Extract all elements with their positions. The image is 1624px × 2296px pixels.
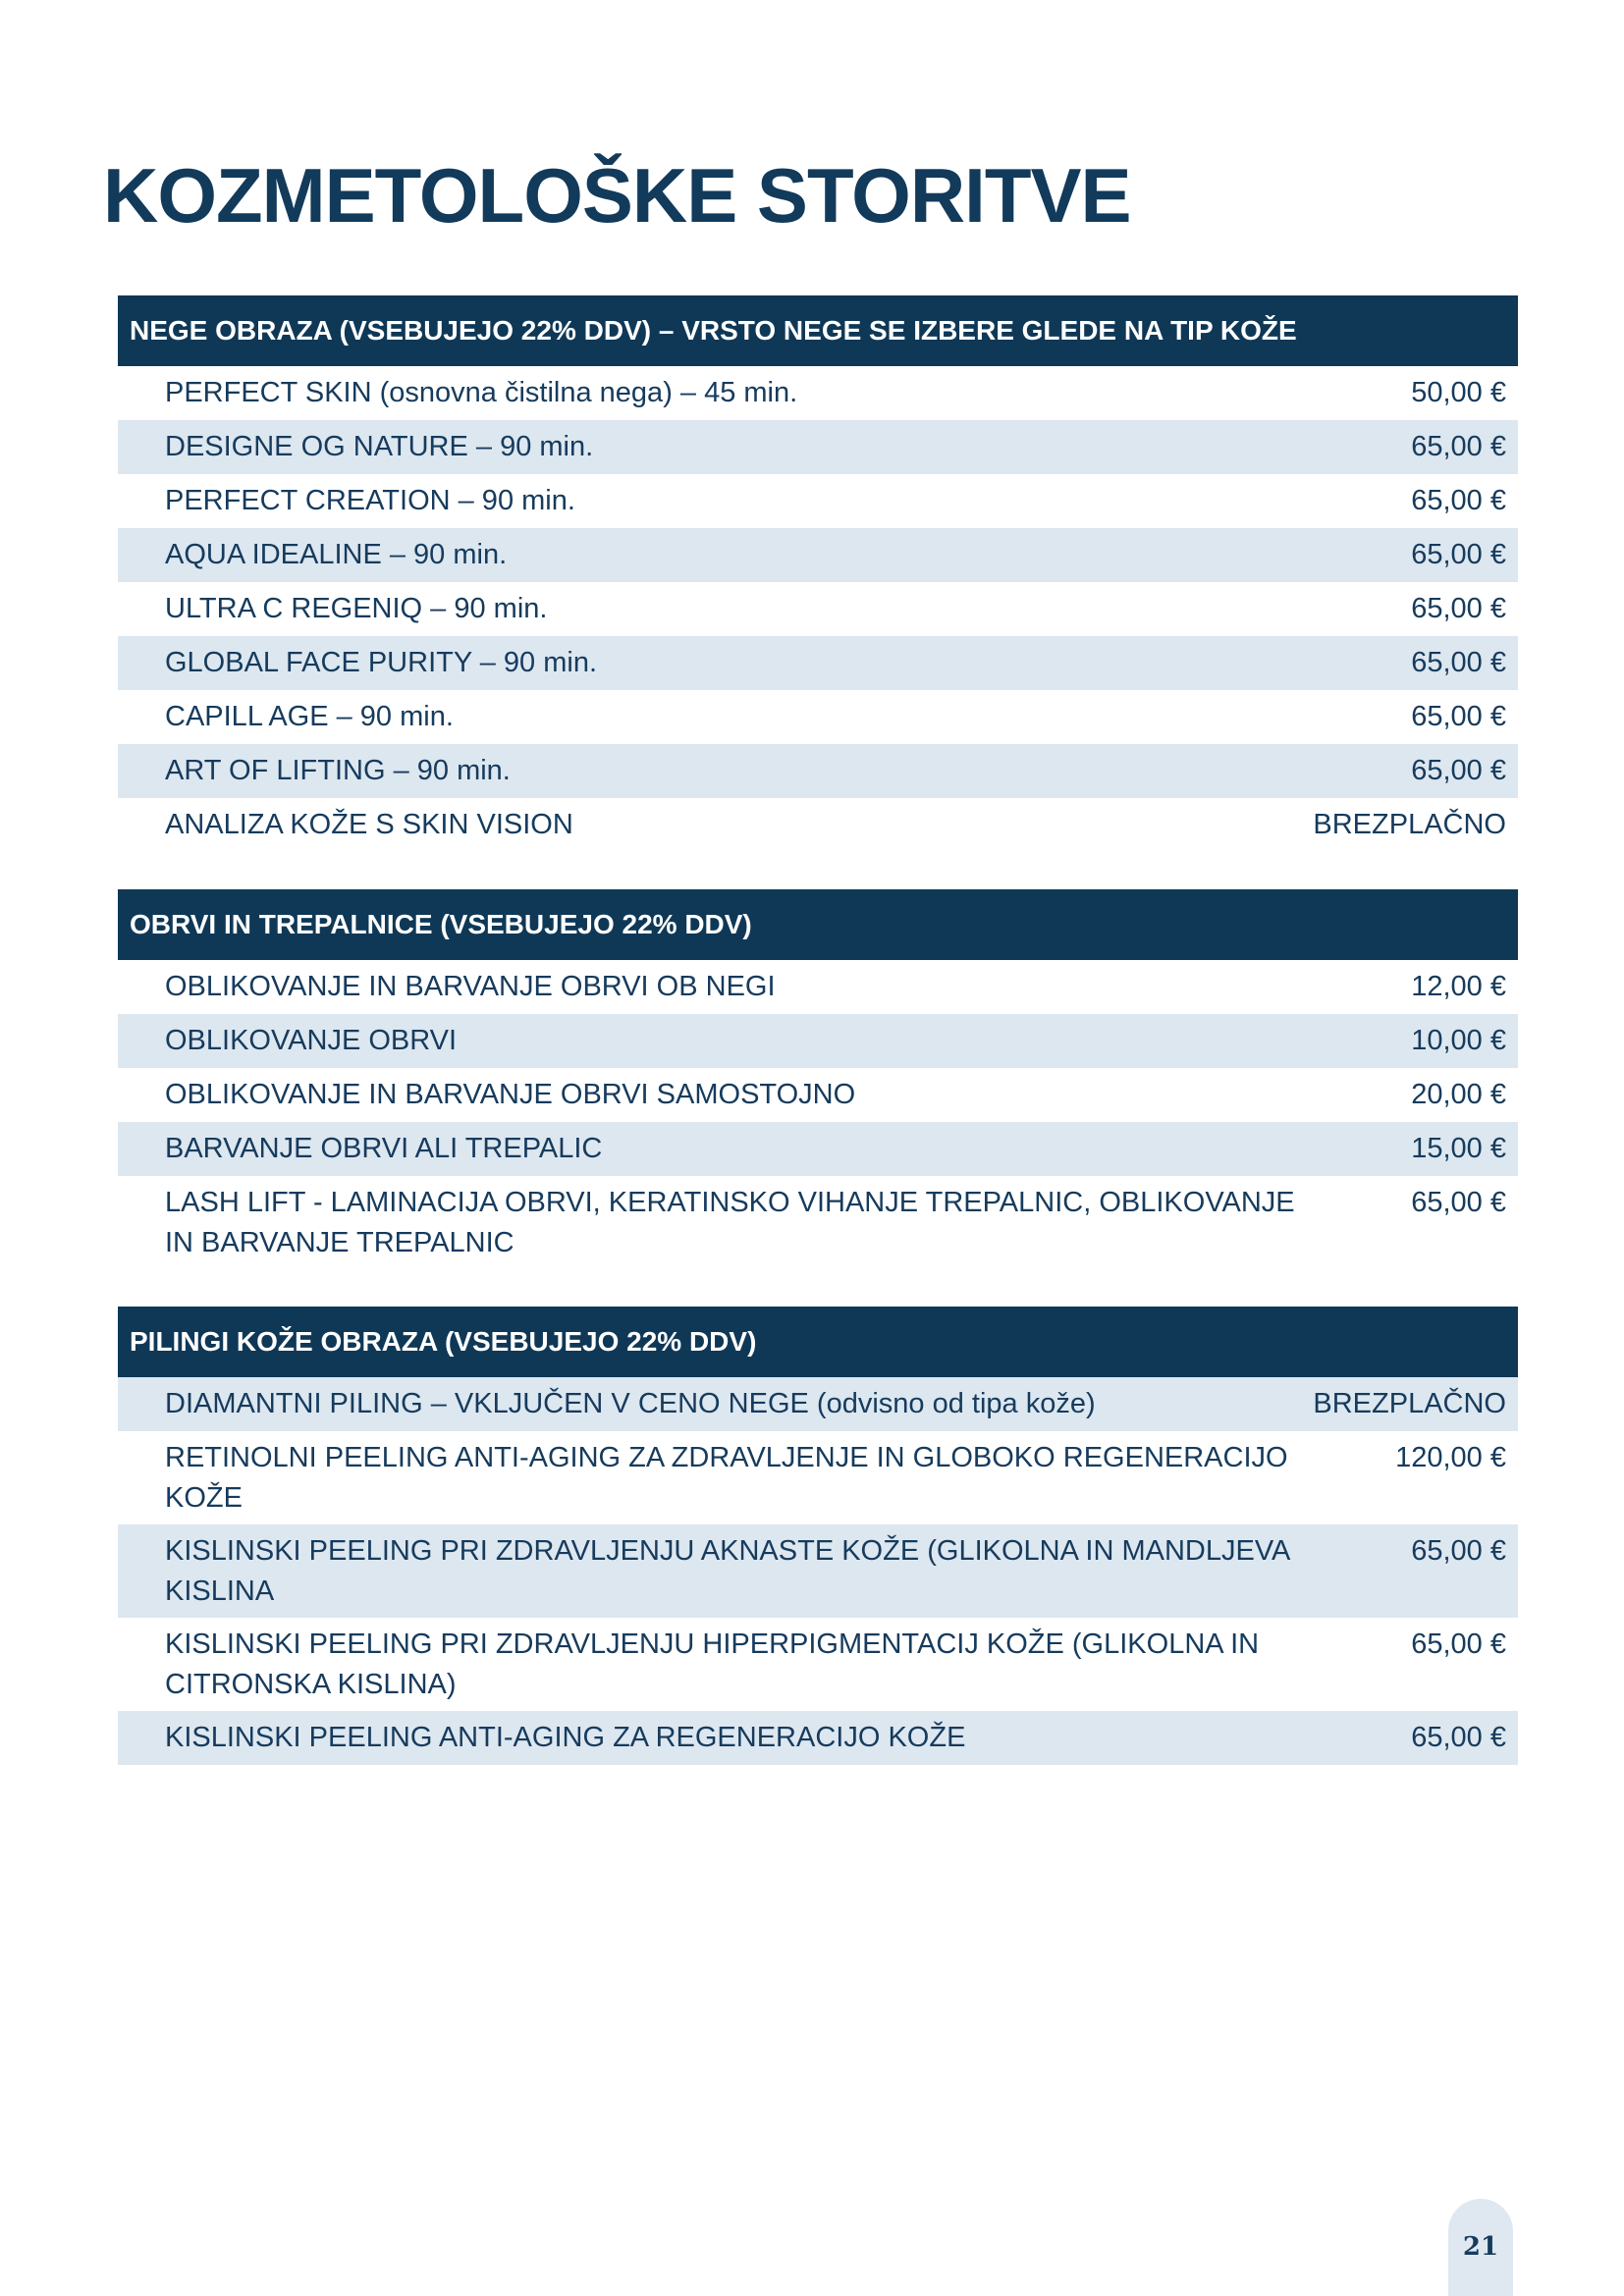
- price-row: [118, 636, 1518, 690]
- price-row: [118, 960, 1518, 1014]
- price-row: [118, 744, 1518, 798]
- price-row: [118, 1377, 1518, 1431]
- service-price: 65,00 €: [1411, 431, 1506, 462]
- service-label: ART OF LIFTING – 90 min.: [165, 755, 511, 786]
- price-row: [118, 798, 1518, 852]
- price-row: [118, 1068, 1518, 1122]
- service-price: 120,00 €: [1395, 1442, 1506, 1473]
- service-price: 65,00 €: [1411, 701, 1506, 732]
- service-price: BREZPLAČNO: [1313, 1388, 1506, 1419]
- service-price: 65,00 €: [1411, 1629, 1506, 1660]
- page-number: 21: [1448, 2199, 1513, 2296]
- service-label: KISLINSKI PEELING ANTI-AGING ZA REGENERACIJO KOŽE: [165, 1722, 966, 1753]
- page-title: KOZMETOLOŠKE STORITVE: [103, 152, 1131, 239]
- service-price: 10,00 €: [1411, 1025, 1506, 1056]
- service-price: 65,00 €: [1411, 1187, 1506, 1218]
- price-row: [118, 1711, 1518, 1765]
- price-row: [118, 690, 1518, 744]
- service-label: ANALIZA KOŽE S SKIN VISION: [165, 809, 573, 840]
- service-price: 12,00 €: [1411, 971, 1506, 1002]
- service-label: DIAMANTNI PILING – VKLJUČEN V CENO NEGE (odvisno od tipa kože): [165, 1388, 1096, 1419]
- service-label: OBLIKOVANJE OBRVI: [165, 1025, 458, 1056]
- service-label: AQUA IDEALINE – 90 min.: [165, 539, 508, 570]
- service-label: GLOBAL FACE PURITY – 90 min.: [165, 647, 597, 678]
- service-price: 65,00 €: [1411, 1535, 1506, 1567]
- service-price: 65,00 €: [1411, 755, 1506, 786]
- service-price: 65,00 €: [1411, 539, 1506, 570]
- service-price: 65,00 €: [1411, 1722, 1506, 1753]
- price-row: [118, 1524, 1518, 1618]
- price-row: [118, 1431, 1518, 1524]
- price-row: [118, 420, 1518, 474]
- service-price: 20,00 €: [1411, 1079, 1506, 1110]
- price-row: [118, 528, 1518, 582]
- service-label: PERFECT CREATION – 90 min.: [165, 485, 575, 516]
- service-label: BARVANJE OBRVI ALI TREPALIC: [165, 1133, 603, 1164]
- service-label: DESIGNE OG NATURE – 90 min.: [165, 431, 594, 462]
- price-row: [118, 582, 1518, 636]
- price-row: [118, 1122, 1518, 1176]
- section-header: NEGE OBRAZA (VSEBUJEJO 22% DDV) – VRSTO NEGE SE IZBERE GLEDE NA TIP KOŽE: [118, 295, 1518, 366]
- price-row: [118, 1176, 1518, 1269]
- service-price: 50,00 €: [1411, 377, 1506, 408]
- service-price: 65,00 €: [1411, 593, 1506, 624]
- service-label: KISLINSKI PEELING PRI ZDRAVLJENJU HIPERPIGMENTACIJ KOŽE (GLIKOLNA IN CITRONSKA KISLINA): [165, 1629, 1260, 1700]
- service-label: RETINOLNI PEELING ANTI-AGING ZA ZDRAVLJENJE IN GLOBOKO REGENERACIJO KOŽE: [165, 1442, 1288, 1514]
- price-row: [118, 1618, 1518, 1711]
- section-face-peels: [118, 1307, 1518, 1765]
- section-header: OBRVI IN TREPALNICE (VSEBUJEJO 22% DDV): [118, 889, 1518, 960]
- section-header: PILINGI KOŽE OBRAZA (VSEBUJEJO 22% DDV): [118, 1307, 1518, 1377]
- section-brows-lashes: [118, 889, 1518, 1269]
- service-price: 65,00 €: [1411, 485, 1506, 516]
- service-label: PERFECT SKIN (osnovna čistilna nega) – 45 min.: [165, 377, 798, 408]
- section-face-treatments: [118, 295, 1518, 852]
- service-label: OBLIKOVANJE IN BARVANJE OBRVI SAMOSTOJNO: [165, 1079, 856, 1110]
- service-price: 65,00 €: [1411, 647, 1506, 678]
- service-label: KISLINSKI PEELING PRI ZDRAVLJENJU AKNASTE KOŽE (GLIKOLNA IN MANDLJEVA KISLINA: [165, 1535, 1289, 1607]
- price-row: [118, 474, 1518, 528]
- price-row: [118, 1014, 1518, 1068]
- service-label: CAPILL AGE – 90 min.: [165, 701, 454, 732]
- service-price: BREZPLAČNO: [1313, 809, 1506, 840]
- price-row: [118, 366, 1518, 420]
- service-label: ULTRA C REGENIQ – 90 min.: [165, 593, 548, 624]
- service-price: 15,00 €: [1411, 1133, 1506, 1164]
- service-label: LASH LIFT - LAMINACIJA OBRVI, KERATINSKO VIHANJE TREPALNIC, OBLIKOVANJE IN BARVANJE TREPALNIC: [165, 1187, 1295, 1258]
- service-label: OBLIKOVANJE IN BARVANJE OBRVI OB NEGI: [165, 971, 776, 1002]
